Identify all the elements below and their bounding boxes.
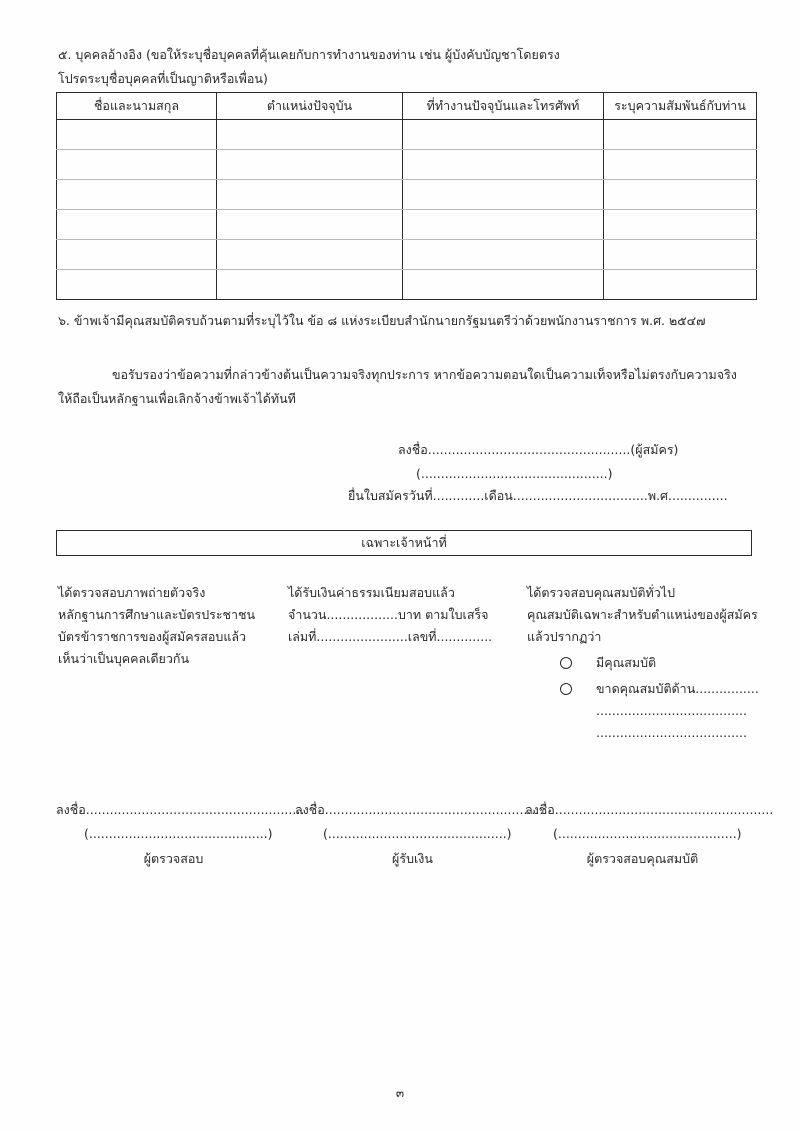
officials-col3-line2: คุณสมบัติเฉพาะสำหรับตำแหน่งของผู้สมัคร	[527, 607, 758, 622]
officials-col2-line2[interactable]: จำนวน..................บาท ตามใบเสร็จ	[288, 607, 489, 622]
signature-role-label: ผู้ตรวจสอบ	[143, 851, 204, 866]
cell-position[interactable]	[217, 150, 403, 180]
officials-col3-line3: แล้วปรากฏว่า	[527, 629, 602, 644]
officials-column-documents	[58, 582, 255, 670]
cell-position[interactable]	[217, 210, 403, 240]
table-header-name: ชื่อและนามสกุล	[57, 93, 217, 120]
section6-heading: ๖. ข้าพเจ้ามีคุณสมบัติครบถ้วนตามที่ระบุไว้ใน ข้อ ๘ แห่งระเบียบสำนักนายกรัฐมนตรีว่าด้วยพนักงานราชการ พ.ศ. ๒๕๔๗	[58, 313, 706, 328]
signature-role-label: ผู้ตรวจสอบคุณสมบัติ	[586, 851, 699, 866]
table-row[interactable]	[57, 210, 757, 240]
cell-position[interactable]	[217, 240, 403, 270]
cell-name[interactable]	[57, 210, 217, 240]
signature-line[interactable]: ลงชื่อ.......................................................	[56, 802, 305, 817]
table-row[interactable]	[57, 270, 757, 300]
cell-position[interactable]	[217, 270, 403, 300]
section5-heading-line2: โปรดระบุชื่อบุคคลที่เป็นญาติหรือเพื่อน)	[58, 71, 268, 86]
cell-relationship[interactable]	[604, 150, 757, 180]
signature-paren-line[interactable]: (.............................................)	[84, 826, 273, 841]
table-row[interactable]	[57, 240, 757, 270]
qualification-radio-group	[560, 650, 759, 702]
reference-persons-table	[56, 92, 757, 300]
table-header-row	[57, 93, 757, 120]
table-row[interactable]	[57, 120, 757, 150]
signature-line[interactable]: ลงชื่อ.......................................................	[525, 802, 774, 817]
qualification-extra-line-2[interactable]: ......................................	[596, 725, 747, 740]
officials-col1-line2: หลักฐานการศึกษาและบัตรประชาชน	[58, 607, 256, 622]
officials-col1-line3: บัตรข้าราชการของผู้สมัครสอบแล้ว	[58, 629, 247, 644]
cell-name[interactable]	[57, 180, 217, 210]
officials-col1-line4: เห็นว่าเป็นบุคคลเดียวกัน	[58, 651, 190, 666]
cell-relationship[interactable]	[604, 180, 757, 210]
radio-label-not-qualified: ขาดคุณสมบัติด้าน................	[596, 681, 759, 696]
cell-name[interactable]	[57, 240, 217, 270]
officials-col2-line1: ได้รับเงินค่าธรรมเนียมสอบแล้ว	[288, 585, 455, 600]
cell-name[interactable]	[57, 120, 217, 150]
officials-col3-line1: ได้ตรวจสอบคุณสมบัติทั่วไป	[527, 585, 676, 600]
officials-column-fee	[288, 582, 492, 648]
signature-block-qualification-inspector	[525, 800, 774, 869]
cell-name[interactable]	[57, 270, 217, 300]
table-row[interactable]	[57, 150, 757, 180]
officials-only-bar	[56, 530, 752, 556]
cell-relationship[interactable]	[604, 240, 757, 270]
qualification-extra-line-1[interactable]: ......................................	[596, 703, 747, 718]
table-row[interactable]	[57, 180, 757, 210]
table-header-position: ตำแหน่งปัจจุบัน	[217, 93, 403, 120]
cell-position[interactable]	[217, 180, 403, 210]
applicant-signature-line[interactable]: ลงชื่อ...................................................(ผู้สมัคร)	[398, 442, 679, 457]
cell-workplace[interactable]	[403, 120, 604, 150]
cell-name[interactable]	[57, 150, 217, 180]
radio-label-qualified: มีคุณสมบัติ	[596, 655, 657, 670]
applicant-submission-date-line[interactable]: ยื่นใบสมัครวันที่.............เดือน..................................พ.ศ...............	[348, 488, 728, 503]
table-header-relationship: ระบุความสัมพันธ์กับท่าน	[604, 93, 757, 120]
radio-circle-icon[interactable]	[560, 657, 572, 669]
signature-block-inspector	[56, 800, 305, 869]
officials-column-qualifications	[527, 582, 758, 648]
cell-relationship[interactable]	[604, 270, 757, 300]
officials-col1-line1: ได้ตรวจสอบภาพถ่ายตัวจริง	[58, 585, 206, 600]
cell-relationship[interactable]	[604, 120, 757, 150]
signature-paren-line[interactable]: (.............................................)	[553, 826, 742, 841]
cell-workplace[interactable]	[403, 240, 604, 270]
radio-option-qualified[interactable]	[560, 650, 759, 676]
cell-workplace[interactable]	[403, 210, 604, 240]
officials-col2-line3[interactable]: เล่มที่.......................เลขที่..............	[288, 629, 493, 644]
section5-heading-line1: ๕. บุคคลอ้างอิง (ขอให้ระบุชื่อบุคคลที่คุ้นเคยกับการทำงานของท่าน เช่น ผู้บังคับบัญชาโดยตรง	[58, 47, 560, 62]
signature-block-cashier	[295, 800, 544, 869]
cell-workplace[interactable]	[403, 180, 604, 210]
applicant-name-paren-line[interactable]: (...............................................)	[416, 466, 613, 481]
cell-relationship[interactable]	[604, 210, 757, 240]
cell-workplace[interactable]	[403, 270, 604, 300]
radio-circle-icon[interactable]	[560, 683, 572, 695]
page-number: ๓	[395, 1086, 405, 1100]
declaration-line2: ให้ถือเป็นหลักฐานเพื่อเลิกจ้างข้าพเจ้าได้ทันที	[58, 391, 296, 406]
declaration-line1: ขอรับรองว่าข้อความที่กล่าวข้างต้นเป็นความจริงทุกประการ หากข้อความตอนใดเป็นความเท็จหรือไม่ตรงกับความจริง	[112, 367, 737, 382]
signature-line[interactable]: ลงชื่อ.......................................................	[295, 802, 544, 817]
signature-role-label: ผู้รับเงิน	[392, 851, 433, 866]
cell-workplace[interactable]	[403, 150, 604, 180]
table-header-workplace-phone: ที่ทำงานปัจจุบันและโทรศัพท์	[403, 93, 604, 120]
officials-only-title: เฉพาะเจ้าหน้าที่	[361, 535, 447, 550]
cell-position[interactable]	[217, 120, 403, 150]
signature-paren-line[interactable]: (.............................................)	[323, 826, 512, 841]
radio-option-not-qualified[interactable]	[560, 676, 759, 702]
